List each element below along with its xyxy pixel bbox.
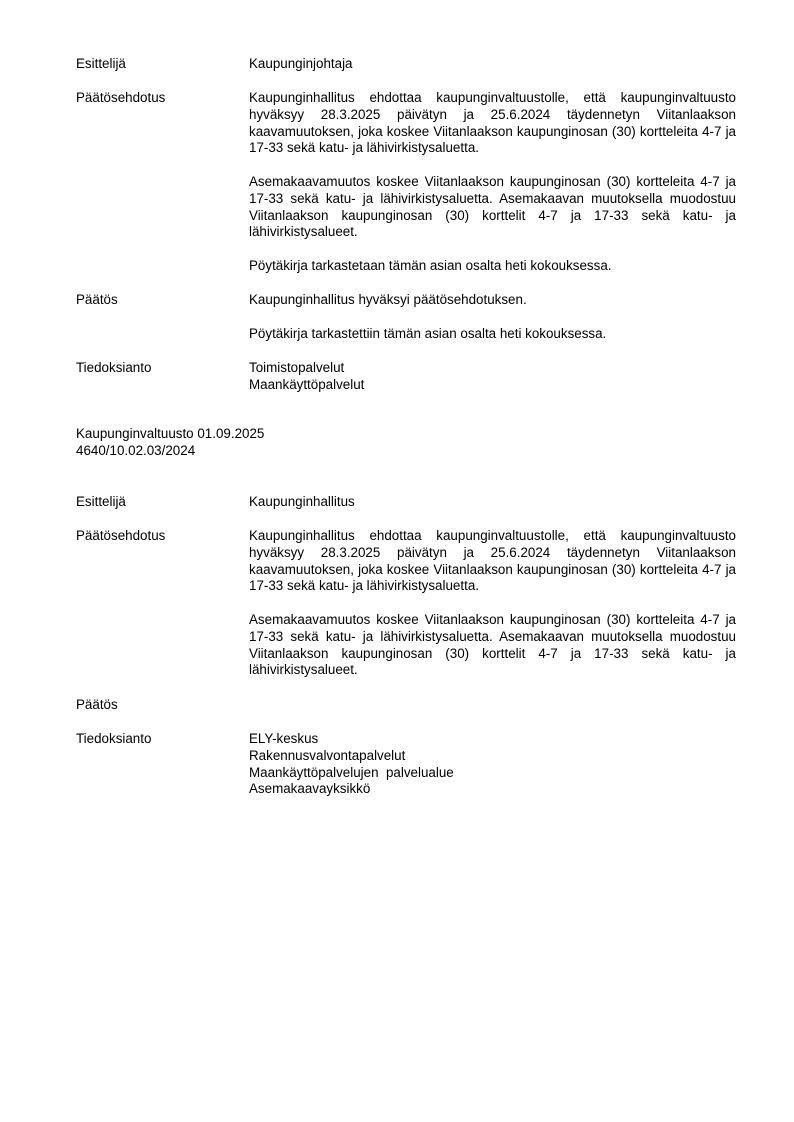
meeting-header	[76, 426, 736, 460]
paatosehdotus-paragraph-2: Asemakaavamuutos koskee Viitanlaakson kaupunginosan (30) kortteleita 4-7 ja 17-33 sekä katu- ja lähivirkistysaluetta. Asemakaavan muutoksella muodostuu Viitanlaakson kaupunginosan (30) korttelit 4-7 ja 17-33 sekä katu- ja lähivirkistysalueet.	[249, 173, 736, 240]
tiedoksianto-label: Tiedoksianto	[76, 731, 152, 746]
meeting-title: Kaupunginvaltuusto 01.09.2025	[76, 426, 265, 441]
paatosehdotus-label: Päätösehdotus	[76, 528, 166, 543]
paatosehdotus-paragraph-1: Kaupunginhallitus ehdottaa kaupunginvaltuustolle, että kaupunginvaltuusto hyväksyy 28.3.2025 päivätyn ja 25.6.2024 täydennetyn Viitanlaakson kaavamuutoksen, joka koskee Viitanlaakson kaupunginosan (30) kortteleita 4-7 ja 17-33 sekä katu- ja lähivirkistysaluetta.	[249, 90, 736, 156]
esittelija-value: Kaupunginhallitus	[249, 494, 355, 509]
tiedoksianto-item: Maankäyttöpalvelujen palvelualue	[249, 764, 454, 780]
tiedoksianto-item: Toimistopalvelut	[249, 360, 345, 375]
tiedoksianto-item: Asemakaavayksikkö	[249, 781, 371, 797]
esittelija-value: Kaupunginjohtaja	[249, 56, 353, 71]
paatosehdotus-paragraph-1: Kaupunginhallitus ehdottaa kaupunginvaltuustolle, että kaupunginvaltuusto hyväksyy 28.3.2025 päivätyn ja 25.6.2024 täydennetyn Viitanlaakson kaavamuutoksen, joka koskee Viitanlaakson kaupunginosan (30) kortteleita 4-7 ja 17-33 sekä katu- ja lähivirkistysaluetta.	[249, 528, 736, 594]
paatosehdotus-paragraph-3: Pöytäkirja tarkastetaan tämän asian osalta heti kokouksessa.	[249, 257, 612, 273]
paatos-label: Päätös	[76, 697, 118, 712]
paatos-label: Päätös	[76, 292, 118, 307]
paatosehdotus-paragraph-2: Asemakaavamuutos koskee Viitanlaakson kaupunginosan (30) kortteleita 4-7 ja 17-33 sekä katu- ja lähivirkistysaluetta. Asemakaavan muutoksella muodostuu Viitanlaakson kaupunginosan (30) korttelit 4-7 ja 17-33 sekä katu- ja lähivirkistysalueet.	[249, 611, 736, 678]
paatos-paragraph-1: Kaupunginhallitus hyväksyi päätösehdotuksen.	[249, 292, 527, 307]
paatos-paragraph-2: Pöytäkirja tarkastettiin tämän asian osalta heti kokouksessa.	[249, 325, 607, 341]
esittelija-label: Esittelijä	[76, 56, 126, 71]
meeting-reference: 4640/10.02.03/2024	[76, 442, 196, 458]
esittelija-label: Esittelijä	[76, 494, 126, 509]
tiedoksianto-item: Maankäyttöpalvelut	[249, 376, 365, 392]
tiedoksianto-item: Rakennusvalvontapalvelut	[249, 747, 406, 763]
tiedoksianto-item: ELY-keskus	[249, 731, 319, 746]
tiedoksianto-label: Tiedoksianto	[76, 360, 152, 375]
paatosehdotus-label: Päätösehdotus	[76, 90, 166, 105]
